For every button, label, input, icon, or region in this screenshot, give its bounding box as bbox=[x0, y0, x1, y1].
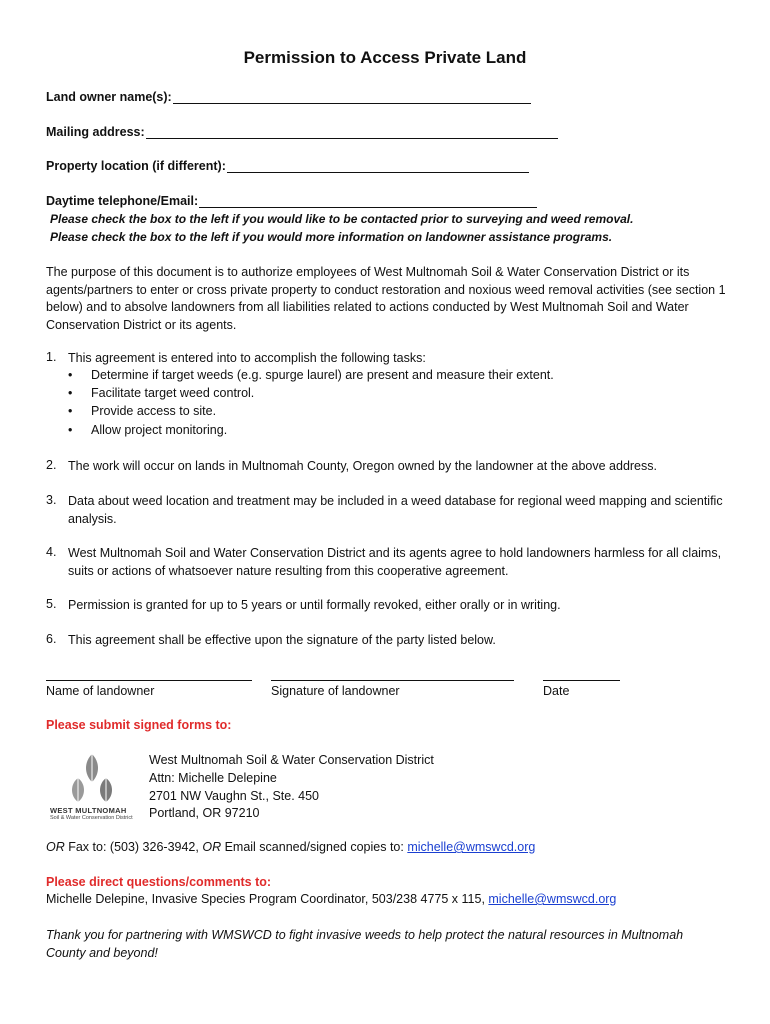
fax-text-1: Fax to: (503) 326-3942, bbox=[64, 840, 203, 854]
fax-or-1: OR bbox=[46, 840, 65, 854]
fax-email-link[interactable]: michelle@wmswcd.org bbox=[407, 840, 536, 854]
mailing-field bbox=[46, 125, 558, 139]
item-1-text: This agreement is entered into to accomplish the following tasks: bbox=[68, 351, 426, 365]
task-item: Facilitate target weed control. bbox=[91, 386, 255, 400]
item-3-number: 3. bbox=[46, 493, 57, 507]
task-item: Determine if target weeds (e.g. spurge laurel) are present and measure their extent. bbox=[91, 368, 554, 382]
property-label: Property location (if different): bbox=[46, 159, 226, 173]
item-2-text: The work will occur on lands in Multnomah County, Oregon owned by the landowner at the above address. bbox=[68, 459, 657, 473]
item-4-text: West Multnomah Soil and Water Conservation District and its agents agree to hold landowners harmless for all claims, suits or actions of whatsoever nature resulting from this cooperative agreement. bbox=[68, 546, 722, 578]
wmswcd-logo-icon bbox=[62, 752, 122, 806]
task-bullet: • bbox=[68, 386, 73, 400]
task-item: Allow project monitoring. bbox=[91, 423, 228, 437]
item-2-number: 2. bbox=[46, 458, 57, 472]
task-bullet: • bbox=[68, 368, 73, 382]
item-1-number: 1. bbox=[46, 350, 57, 364]
item-6-text: This agreement shall be effective upon the signature of the party listed below. bbox=[68, 633, 496, 647]
mailing-input-line[interactable] bbox=[146, 126, 558, 139]
closing-message: Thank you for partnering with WMSWCD to fight invasive weeds to help protect the natural resources in Multnomah County and beyond! bbox=[46, 928, 684, 960]
logo-sub-text: Soil & Water Conservation District bbox=[50, 815, 133, 821]
owner-field bbox=[46, 90, 531, 104]
item-5-text: Permission is granted for up to 5 years or until formally revoked, either orally or in writing. bbox=[68, 598, 561, 612]
task-bullet: • bbox=[68, 423, 73, 437]
telephone-input-line[interactable] bbox=[199, 195, 537, 208]
item-4-number: 4. bbox=[46, 545, 57, 559]
telephone-field bbox=[46, 194, 537, 208]
info-checkbox-label: Please check the box to the left if you would more information on landowner assistance programs. bbox=[50, 230, 613, 244]
name-signature-line[interactable] bbox=[46, 680, 252, 681]
fax-or-2: OR bbox=[202, 840, 222, 854]
contact-checkbox-label: Please check the box to the left if you would like to be contacted prior to surveying and weed removal. bbox=[50, 212, 634, 226]
owner-input-line[interactable] bbox=[173, 91, 531, 104]
submit-heading: Please submit signed forms to: bbox=[46, 718, 232, 732]
info-checkbox-row bbox=[46, 230, 612, 244]
address-attn: Attn: Michelle Delepine bbox=[149, 771, 277, 785]
contact-checkbox-row bbox=[46, 212, 633, 226]
item-3-text: Data about weed location and treatment may be included in a weed database for regional weed mapping and scientific analysis. bbox=[68, 494, 723, 526]
address-org: West Multnomah Soil & Water Conservation District bbox=[149, 753, 434, 767]
questions-text: Michelle Delepine, Invasive Species Program Coordinator, 503/238 4775 x 115, bbox=[46, 892, 489, 906]
task-bullet: • bbox=[68, 404, 73, 418]
page-title: Permission to Access Private Land bbox=[243, 48, 527, 67]
date-label: Date bbox=[543, 684, 570, 698]
task-item: Provide access to site. bbox=[91, 404, 217, 418]
address-street: 2701 NW Vaughn St., Ste. 450 bbox=[149, 789, 320, 803]
fax-text-2: Email scanned/signed copies to: bbox=[221, 840, 408, 854]
date-line[interactable] bbox=[543, 680, 620, 681]
property-field bbox=[46, 159, 529, 173]
questions-line bbox=[46, 892, 616, 906]
telephone-label: Daytime telephone/Email: bbox=[46, 194, 199, 208]
questions-heading: Please direct questions/comments to: bbox=[46, 875, 272, 889]
mailing-label: Mailing address: bbox=[46, 125, 145, 139]
fax-line bbox=[46, 840, 535, 854]
purpose-paragraph: The purpose of this document is to authorize employees of West Multnomah Soil & Water Conservation District or its agents/partners to enter or cross private property to conduct restoration and noxious weed removal activities (see section 1 below) and to absolve landowners from all liabilities related to actions conducted by West Multnomah Soil and Water Conservation District or its agents. bbox=[46, 265, 726, 332]
item-5-number: 5. bbox=[46, 597, 57, 611]
property-input-line[interactable] bbox=[227, 160, 529, 173]
logo-name-text: WEST MULTNOMAH bbox=[50, 806, 127, 815]
questions-email-link[interactable]: michelle@wmswcd.org bbox=[488, 892, 617, 906]
address-city: Portland, OR 97210 bbox=[149, 806, 260, 820]
name-of-landowner-label: Name of landowner bbox=[46, 684, 155, 698]
signature-line[interactable] bbox=[271, 680, 514, 681]
owner-label: Land owner name(s): bbox=[46, 90, 172, 104]
signature-label: Signature of landowner bbox=[271, 684, 400, 698]
item-6-number: 6. bbox=[46, 632, 57, 646]
